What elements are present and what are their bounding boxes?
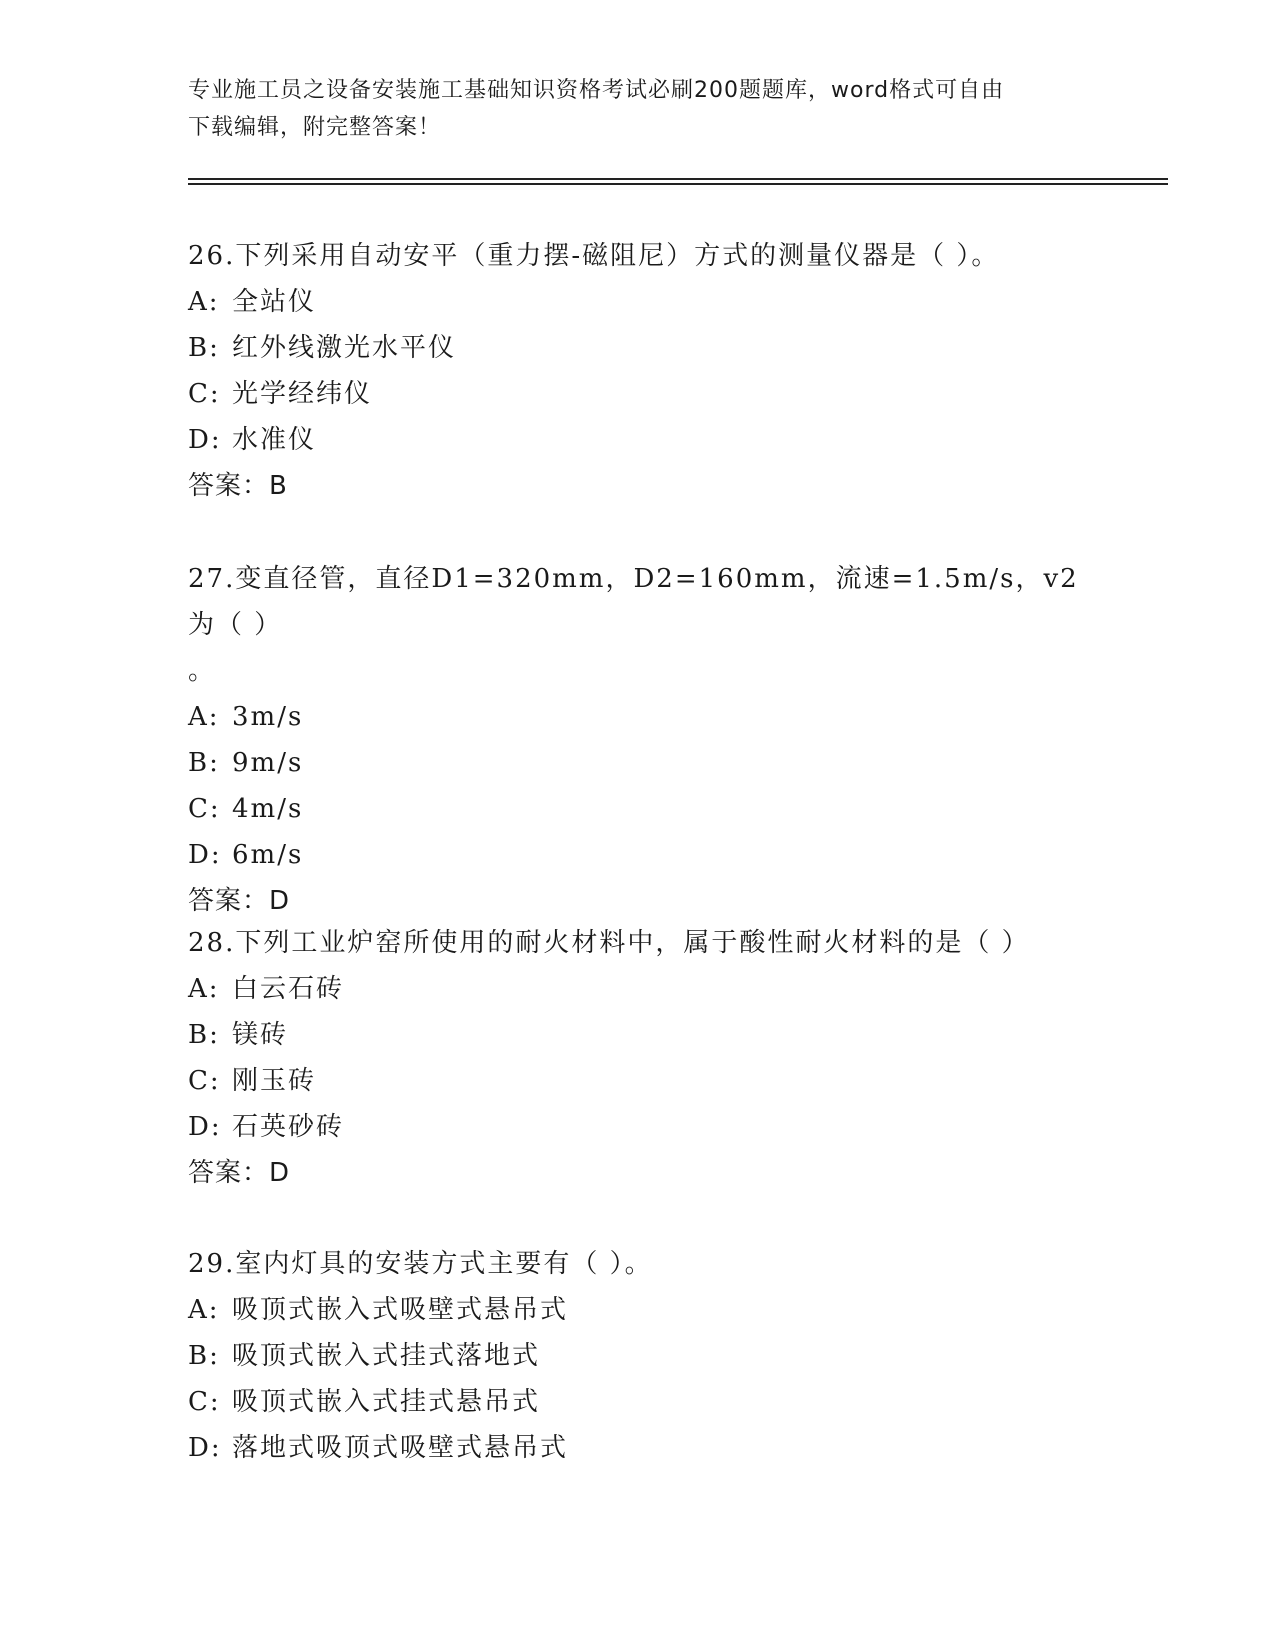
header-title-line-2: 下载编辑，附完整答案！ bbox=[188, 115, 442, 140]
option-text: 红外线激光水平仪 bbox=[232, 333, 457, 363]
option-text: 光学经纬仪 bbox=[232, 379, 373, 409]
option-a bbox=[188, 279, 1088, 325]
option-text: 刚玉砖 bbox=[232, 1066, 317, 1096]
option-letter: D: bbox=[188, 840, 222, 870]
option-d bbox=[188, 1104, 1088, 1150]
option-letter: C: bbox=[188, 1387, 221, 1417]
option-letter: A: bbox=[188, 1295, 220, 1325]
option-text: 镁砖 bbox=[232, 1020, 289, 1050]
option-b bbox=[188, 740, 1088, 786]
option-text: 吸顶式嵌入式吸壁式悬吊式 bbox=[232, 1295, 569, 1325]
option-c bbox=[188, 371, 1088, 417]
option-letter: B: bbox=[188, 333, 220, 363]
answer-line: 答案：D bbox=[188, 1158, 291, 1188]
question-stem bbox=[188, 920, 1088, 966]
option-d bbox=[188, 832, 1088, 878]
question-stem-text: 28.下列工业炉窑所使用的耐火材料中，属于酸性耐火材料的是（ ） bbox=[188, 928, 1030, 958]
question-26 bbox=[188, 233, 1088, 509]
option-text: 落地式吸顶式吸壁式悬吊式 bbox=[232, 1433, 569, 1463]
option-letter: D: bbox=[188, 1433, 222, 1463]
document-header bbox=[188, 72, 1088, 146]
option-text: 水准仪 bbox=[232, 425, 317, 455]
header-divider-top bbox=[188, 178, 1168, 180]
option-text: 吸顶式嵌入式挂式悬吊式 bbox=[232, 1387, 541, 1417]
option-text: 6m/s bbox=[232, 840, 304, 870]
option-a bbox=[188, 966, 1088, 1012]
option-c bbox=[188, 1379, 1088, 1425]
option-d bbox=[188, 417, 1088, 463]
option-letter: D: bbox=[188, 1112, 222, 1142]
question-stem bbox=[188, 556, 1088, 694]
option-b bbox=[188, 1012, 1088, 1058]
option-letter: A: bbox=[188, 974, 220, 1004]
option-text: 3m/s bbox=[232, 702, 304, 732]
option-letter: B: bbox=[188, 748, 220, 778]
option-text: 吸顶式嵌入式挂式落地式 bbox=[232, 1341, 541, 1371]
question-stem-text: 27.变直径管，直径D1=320mm，D2=160mm，流速=1.5m/s，v2为（ ） bbox=[188, 564, 1079, 640]
option-letter: C: bbox=[188, 794, 221, 824]
question-stem bbox=[188, 1241, 1088, 1287]
option-b bbox=[188, 325, 1088, 371]
question-29 bbox=[188, 1241, 1088, 1471]
question-stem-continuation: 。 bbox=[188, 656, 217, 686]
option-text: 9m/s bbox=[232, 748, 304, 778]
option-letter: A: bbox=[188, 287, 220, 317]
option-d bbox=[188, 1425, 1088, 1471]
answer-line: 答案：D bbox=[188, 886, 291, 916]
option-a bbox=[188, 694, 1088, 740]
option-text: 白云石砖 bbox=[232, 974, 345, 1004]
option-text: 4m/s bbox=[232, 794, 304, 824]
option-letter: B: bbox=[188, 1020, 220, 1050]
question-28 bbox=[188, 920, 1088, 1196]
option-b bbox=[188, 1333, 1088, 1379]
option-c bbox=[188, 1058, 1088, 1104]
header-title-line-1: 专业施工员之设备安装施工基础知识资格考试必刷200题题库，word格式可自由 bbox=[188, 78, 1005, 103]
option-text: 全站仪 bbox=[232, 287, 317, 317]
option-a bbox=[188, 1287, 1088, 1333]
header-divider-bottom bbox=[188, 183, 1168, 185]
question-stem bbox=[188, 233, 1088, 279]
option-letter: B: bbox=[188, 1341, 220, 1371]
question-27 bbox=[188, 556, 1088, 924]
option-letter: A: bbox=[188, 702, 220, 732]
option-letter: D: bbox=[188, 425, 222, 455]
option-text: 石英砂砖 bbox=[232, 1112, 345, 1142]
question-stem-text: 26.下列采用自动安平（重力摆-磁阻尼）方式的测量仪器是（ ）。 bbox=[188, 241, 1000, 271]
option-letter: C: bbox=[188, 379, 221, 409]
answer-line: 答案：B bbox=[188, 471, 288, 501]
option-letter: C: bbox=[188, 1066, 221, 1096]
option-c bbox=[188, 786, 1088, 832]
question-stem-text: 29.室内灯具的安装方式主要有（ ）。 bbox=[188, 1249, 653, 1279]
